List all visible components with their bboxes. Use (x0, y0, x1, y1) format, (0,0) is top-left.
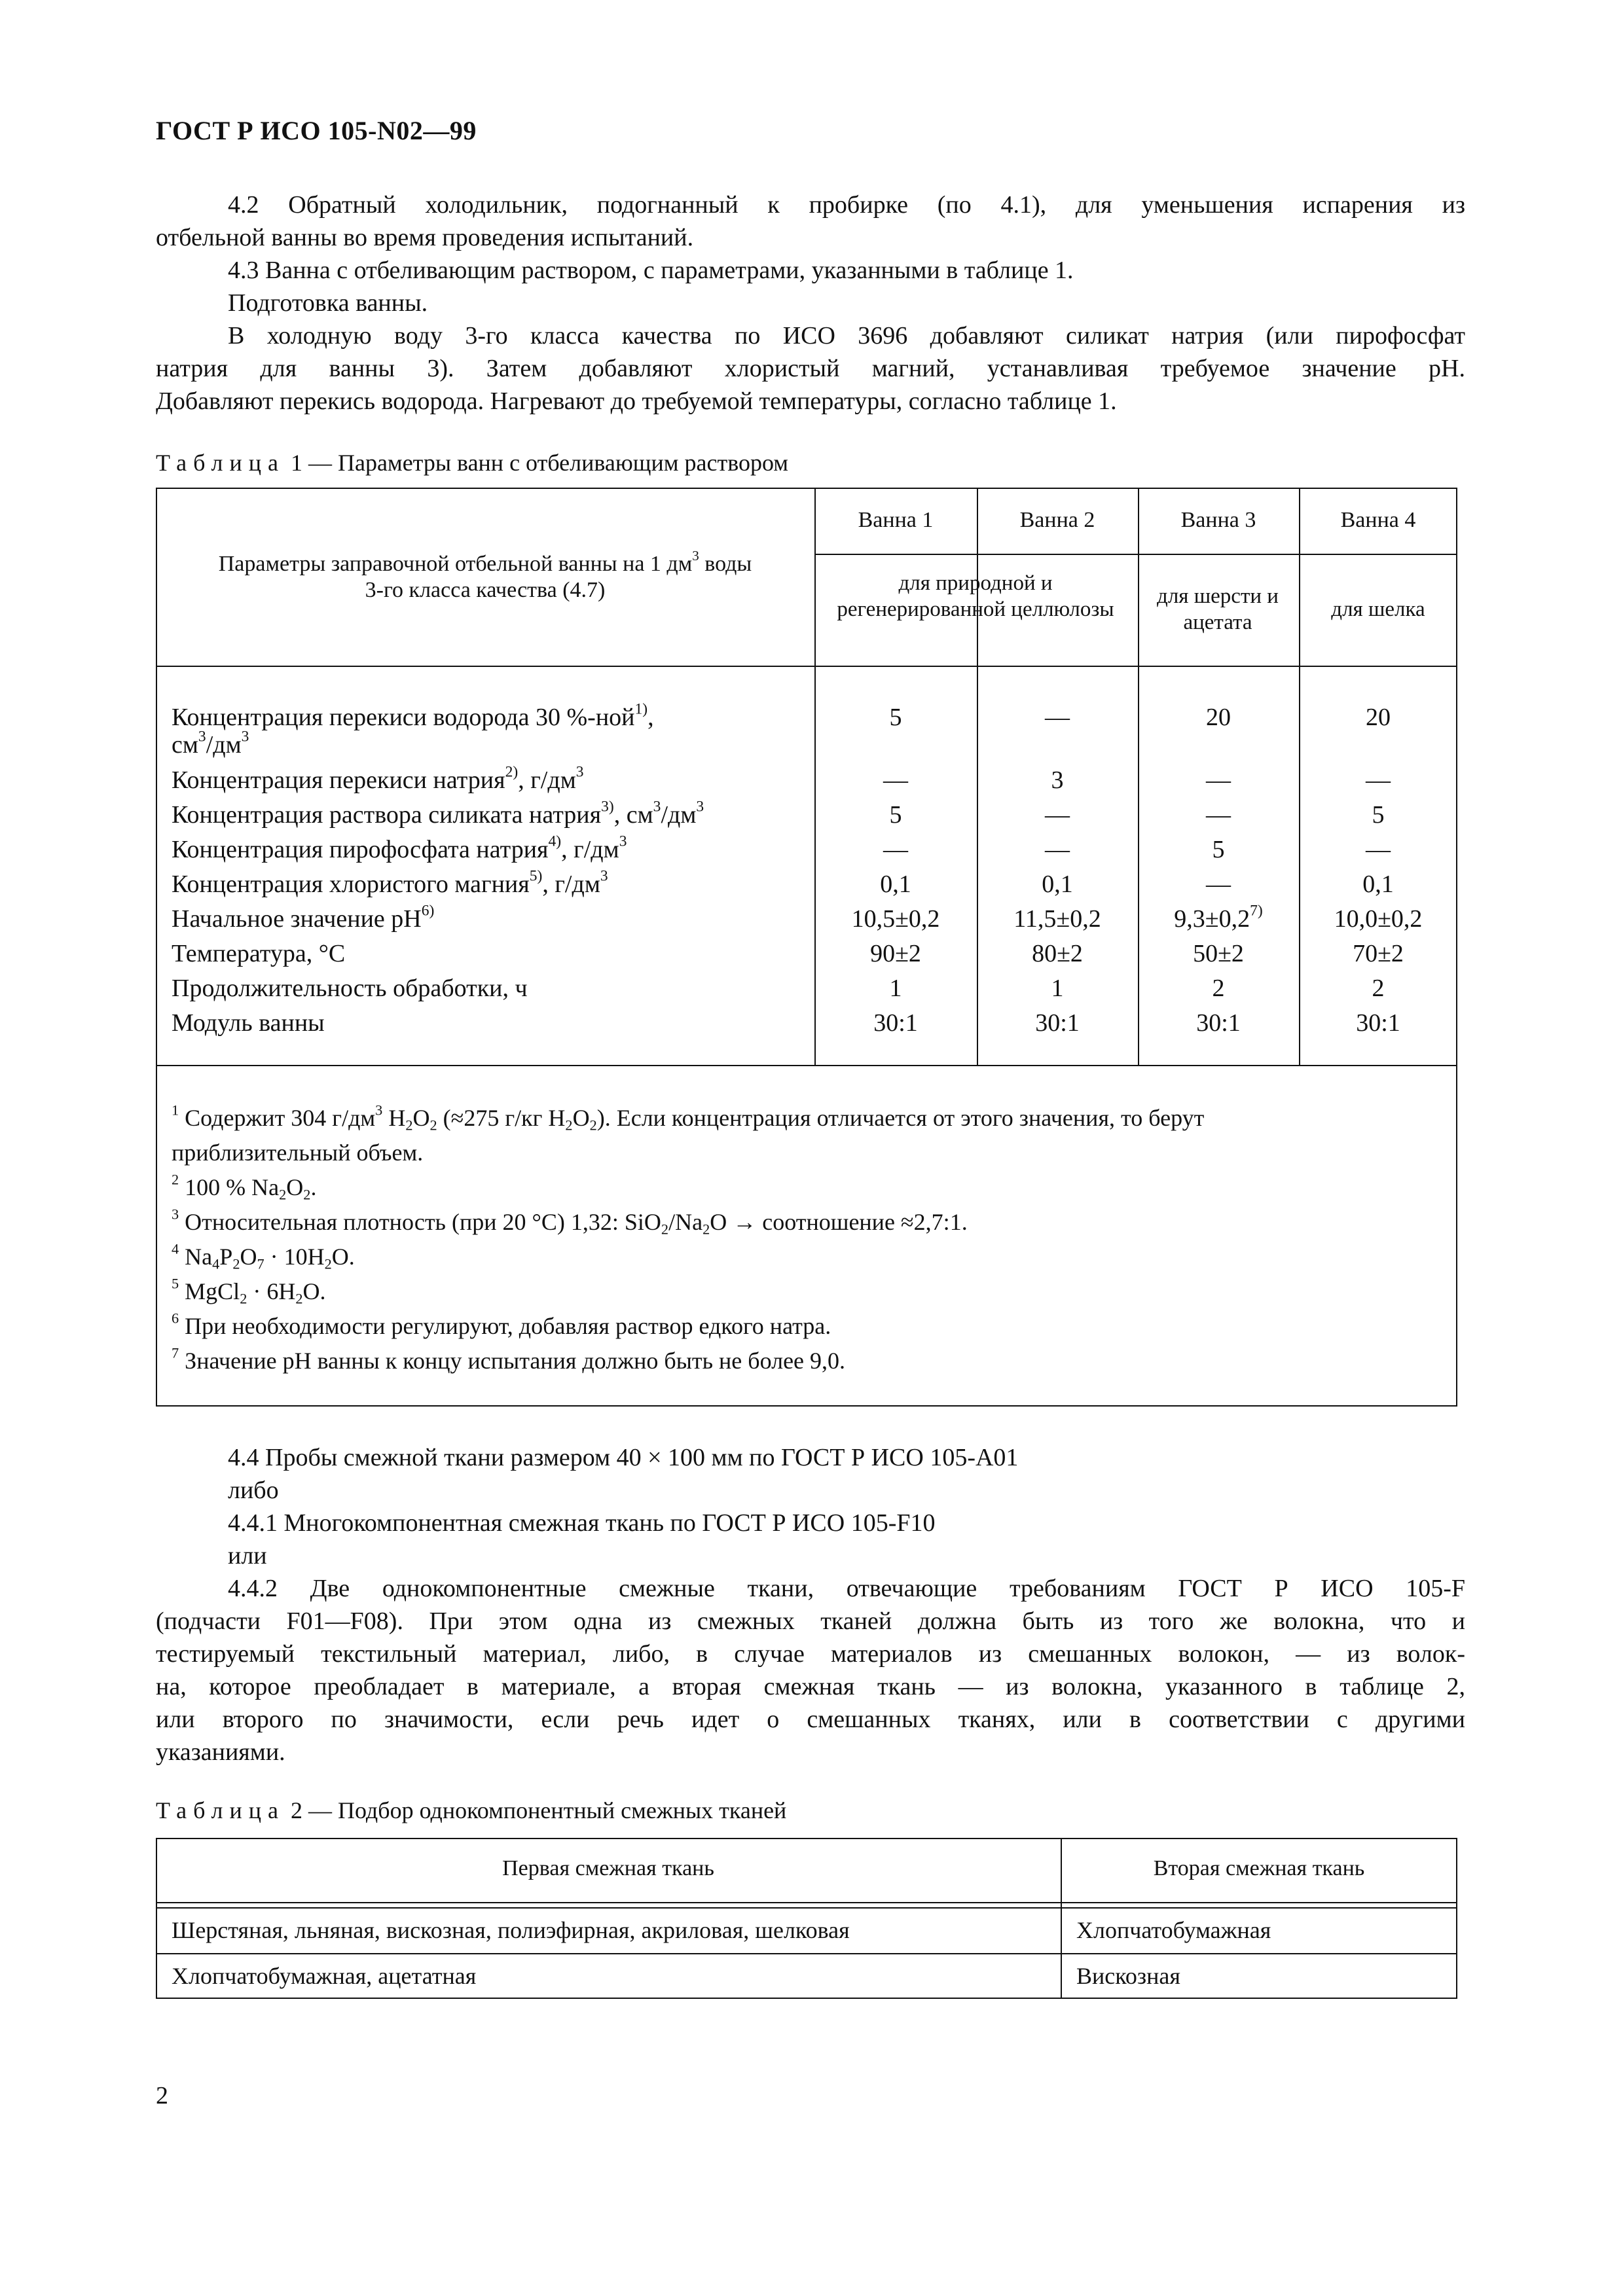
para-4-3-text-1: В холодную воду 3-го класса качества по ИСО 3696 добавляют силикат натрия (или пирофосфат (228, 322, 1465, 350)
para-4-2: 4.2 Обратный холодильник, подогнанный к пробирке (по 4.1), для уменьшения испарения из (228, 191, 1465, 219)
table1-cell-r3-bath3: — (1206, 801, 1231, 829)
table1-cell-r7-bath1: 90±2 (870, 940, 921, 967)
table1-cell-r7-bath2: 80±2 (1032, 940, 1083, 967)
para-4-3-text-2: натрия для ванны 3). Затем добавляют хлористый магний, устанавливая требуемое значение рН. (156, 355, 1465, 382)
purpose-silk: для шелка (1331, 598, 1425, 621)
row-label-h2o2-unit: $см^3/дм^3$ (172, 728, 249, 759)
row-label-pyrophosphate: Концентрация пирофосфата натрия$^{4)}$, $г/дм^3$ (172, 833, 627, 863)
row-label-duration: Продолжительность обработки, ч (172, 975, 528, 1002)
footnote-2: $^2$ 100 % $Na_2O_2$. (172, 1171, 317, 1203)
table1-cell-r9-bath2: 30:1 (1035, 1009, 1080, 1037)
table1-cell-r1-bath1: 5 (889, 704, 902, 731)
para-4-4-2-line-5: или второго по значимости, если речь идет о смешанных тканях, или в соответствии с другими (156, 1706, 1465, 1733)
table1-cell-r2-bath3: — (1206, 766, 1231, 794)
footnote-5: $^5$ MgCl$_2$ · $6H_2O$. (172, 1275, 326, 1307)
table1-cell-r6-bath2: 11,5±0,2 (1013, 905, 1101, 933)
table1-cell-r7-bath3: 50±2 (1193, 940, 1244, 967)
para-4-2-cont: отбельной ванны во время проведения испытаний. (156, 224, 694, 251)
table1-cell-r4-bath3: 5 (1212, 836, 1225, 863)
table1-cell-r4-bath4: — (1366, 836, 1391, 863)
para-4-4-2-line-6: указаниями. (156, 1738, 285, 1766)
para-4-4-2-line-3: тестируемый текстильный материал, либо, в случае материалов из смешанных волокон, — из волок- (156, 1640, 1465, 1668)
table1-cell-r8-bath4: 2 (1372, 975, 1385, 1002)
footnote-1: $^1$ Содержит 304 $г/дм^3$ $H_2O_2$ (≈275 г/кг $H_2O_2$). Если концентрация отличается от этого значения, то берут (172, 1102, 1205, 1134)
table1-cell-r3-bath2: — (1045, 801, 1070, 829)
para-4-4-1-or: или (228, 1542, 267, 1570)
page-number: 2 (156, 2082, 168, 2109)
table1-cell-r6-bath4: 10,0±0,2 (1334, 905, 1423, 933)
table2-header-second: Вторая смежная ткань (1153, 1856, 1365, 1880)
para-4-3-sub: Подготовка ванны. (228, 289, 428, 317)
table1-cell-r6-bath1: 10,5±0,2 (851, 905, 940, 933)
para-4-4-or: либо (228, 1477, 279, 1504)
table1-cell-r9-bath1: 30:1 (873, 1009, 918, 1037)
table1-cell-r8-bath3: 2 (1212, 975, 1225, 1002)
para-4-4-2-line-2: (подчасти F01—F08). При этом одна из смежных тканей должна быть из того же волокна, что и (156, 1607, 1465, 1635)
table1-cell-r2-bath2: 3 (1051, 766, 1064, 794)
table2-row-2-first: Хлопчатобумажная, ацетатная (172, 1963, 477, 1989)
footnote-4: $^4$ $Na_4P_2O_7 \cdot 10H_2O$. (172, 1240, 355, 1272)
para-4-4-1: 4.4.1 Многокомпонентная смежная ткань по ГОСТ Р ИСО 105-F10 (228, 1509, 936, 1537)
table1-cell-r8-bath1: 1 (889, 975, 902, 1002)
table1-cell-r4-bath2: — (1045, 836, 1070, 863)
table1-cell-r8-bath2: 1 (1051, 975, 1064, 1002)
table1-cell-r4-bath1: — (883, 836, 908, 863)
para-4-3: 4.3 Ванна с отбеливающим раствором, с параметрами, указанными в таблице 1. (228, 257, 1074, 284)
document-header: ГОСТ Р ИСО 105-N02—99 (156, 116, 477, 145)
table1-cell-r1-bath2: — (1045, 704, 1070, 731)
table1-cell-r5-bath3: — (1206, 870, 1231, 898)
table1-cell-r1-bath4: 20 (1366, 704, 1391, 731)
table2-row-1-first: Шерстяная, льняная, вискозная, полиэфирная, акриловая, шелковая (172, 1917, 850, 1943)
table1-cell-r7-bath4: 70±2 (1353, 940, 1404, 967)
table1-cell-r5-bath1: 0,1 (880, 870, 911, 898)
table1-cell-r1-bath3: 20 (1206, 704, 1231, 731)
bath-4-header: Ванна 4 (1340, 508, 1416, 532)
para-4-3-text-3: Добавляют перекись водорода. Нагревают до требуемой температуры, согласно таблице 1. (156, 387, 1117, 415)
table1-caption: Таблица 1 — Параметры ванн с отбеливающим раствором (156, 450, 789, 476)
footnote-3: $^3$ Относительная плотность (при 20 °С) 1,32: $SiO_2/Na_2O$ → соотношение ≈2,7:1. (172, 1206, 968, 1238)
table2-header-first: Первая смежная ткань (502, 1856, 714, 1880)
table2-row-1-second: Хлопчатобумажная (1076, 1917, 1271, 1943)
table1-param-header: Параметры заправочной отбельной ванны на 1 $дм^3$ воды 3-го класса качества (4.7) (218, 548, 752, 602)
table1-cell-r2-bath4: — (1366, 766, 1391, 794)
table1-cell-r6-bath3: $9,3\pm 0,2^{7)}$ (1174, 902, 1263, 933)
bath-1-header: Ванна 1 (858, 508, 934, 532)
table1-cell-r9-bath4: 30:1 (1356, 1009, 1400, 1037)
row-label-mgcl: Концентрация хлористого магния$^{5)}$, $г/дм^3$ (172, 867, 608, 898)
row-label-na2o2: Концентрация перекиси натрия$^{2)}$, $г/дм^3$ (172, 763, 584, 794)
table1-cell-r5-bath2: 0,1 (1042, 870, 1073, 898)
table1-cell-r5-bath4: 0,1 (1362, 870, 1394, 898)
row-label-liquor-ratio: Модуль ванны (172, 1009, 325, 1037)
bath-2-header: Ванна 2 (1019, 508, 1095, 532)
table1-cell-r3-bath1: 5 (889, 801, 902, 829)
para-4-4-2-line-1: 4.4.2 Две однокомпонентные смежные ткани, отвечающие требованиям ГОСТ Р ИСО 105-F (228, 1575, 1465, 1602)
footnote-6: $^6$ При необходимости регулируют, добавляя раствор едкого натра. (172, 1310, 831, 1339)
purpose-cellulose: для природной и регенерированной целлюлозы (837, 571, 1114, 621)
row-label-ph: Начальное значение $рН^{6)}$ (172, 902, 435, 933)
footnote-1-cont: приблизительный объем. (172, 1139, 424, 1166)
table2-caption: Таблица 2 — Подбор однокомпонентный смежных тканей (156, 1797, 787, 1823)
row-label-temperature: Температура, °С (172, 940, 346, 967)
table1-cell-r3-bath4: 5 (1372, 801, 1385, 829)
table1-cell-r9-bath3: 30:1 (1196, 1009, 1241, 1037)
para-4-4-2-line-4: на, которое преобладает в материале, а вторая смежная ткань — из волокна, указанного в таблице 2, (156, 1673, 1465, 1700)
purpose-wool-acetate: для шерсти и ацетата (1157, 584, 1279, 634)
table1-cell-r2-bath1: — (883, 766, 908, 794)
para-4-4: 4.4 Пробы смежной ткани размером 40 × 100 мм по ГОСТ Р ИСО 105-А01 (228, 1444, 1019, 1471)
footnote-7: $^7$ Значение рН ванны к концу испытания должно быть не более 9,0. (172, 1344, 846, 1374)
row-label-h2o2: Концентрация перекиси водорода 30 %-ной$^{1)}$, (172, 700, 654, 731)
bath-3-header: Ванна 3 (1180, 508, 1256, 532)
table2-row-2-second: Вискозная (1076, 1963, 1180, 1989)
row-label-silicate: Концентрация раствора силиката натрия$^{3)}$, $см^3/дм^3$ (172, 798, 704, 829)
